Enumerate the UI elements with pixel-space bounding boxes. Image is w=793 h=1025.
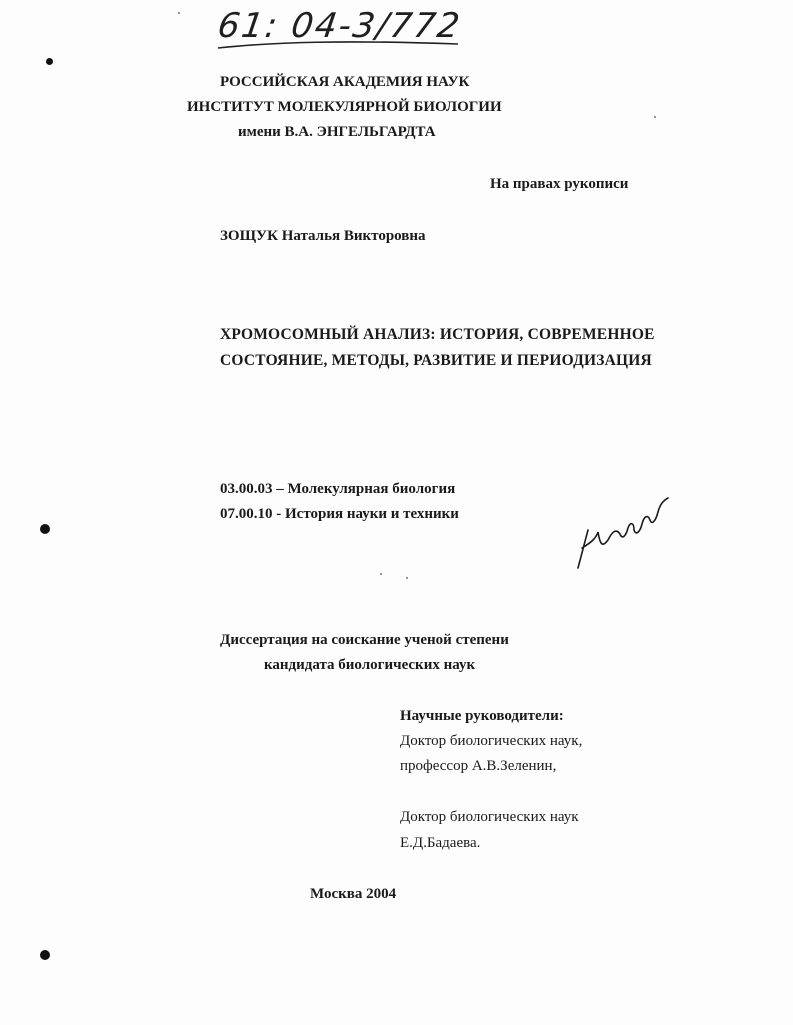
dissertation-line-1: Диссертация на соискание ученой степени [220, 632, 509, 648]
thesis-title-line-2: СОСТОЯНИЕ, МЕТОДЫ, РАЗВИТИЕ И ПЕРИОДИЗАЦИЯ [220, 352, 652, 369]
scan-speck [380, 573, 382, 575]
supervisors-heading: Научные руководители: [400, 708, 564, 724]
org-name-subtitle: имени В.А. ЭНГЕЛЬГАРДТА [238, 124, 436, 140]
org-name-institute: ИНСТИТУТ МОЛЕКУЛЯРНОЙ БИОЛОГИИ [187, 99, 502, 115]
thesis-title-line-1: ХРОМОСОМНЫЙ АНАЛИЗ: ИСТОРИЯ, СОВРЕМЕННОЕ [220, 326, 655, 343]
punch-hole-dot [46, 58, 53, 65]
scan-speck [178, 12, 180, 14]
specialty-code-1: 03.00.03 – Молекулярная биология [220, 481, 456, 497]
city-year: Москва 2004 [310, 886, 397, 902]
dissertation-line-2: кандидата биологических наук [264, 657, 476, 673]
scan-speck [406, 577, 408, 579]
scan-speck [654, 116, 656, 118]
punch-hole-dot [40, 524, 50, 534]
org-name-academy: РОССИЙСКАЯ АКАДЕМИЯ НАУК [220, 74, 470, 90]
handwritten-signature [572, 492, 672, 574]
author-name: ЗОЩУК Наталья Викторовна [220, 228, 426, 244]
punch-hole-dot [40, 950, 50, 960]
archive-number-underline [214, 38, 464, 52]
rights-note: На правах рукописи [490, 176, 629, 192]
specialty-code-2: 07.00.10 - История науки и техники [220, 506, 459, 522]
supervisor-2-degree: Доктор биологических наук [400, 809, 579, 825]
archive-number-handwritten: 61: 04-3/772 [215, 6, 464, 46]
supervisor-2-name: Е.Д.Бадаева. [400, 835, 481, 851]
supervisor-1-degree: Доктор биологических наук, [400, 733, 583, 749]
supervisor-1-name: профессор А.В.Зеленин, [400, 758, 557, 774]
